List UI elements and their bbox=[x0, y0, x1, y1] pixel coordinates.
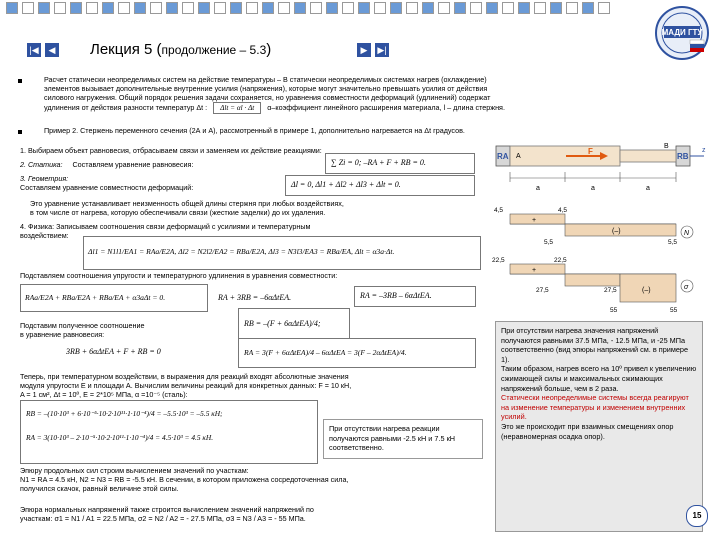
decor-square bbox=[22, 2, 34, 14]
logo bbox=[650, 4, 714, 62]
bullet-line bbox=[44, 102, 704, 114]
bullet-line-text: удлинения от действия разности температур Δt : bbox=[44, 103, 208, 112]
nav-prev-button[interactable] bbox=[45, 43, 59, 57]
sigma-positive-region bbox=[510, 264, 565, 274]
sigma-negative-region-1 bbox=[565, 274, 620, 286]
decor-square bbox=[486, 2, 498, 14]
n-symbol: N bbox=[684, 230, 690, 237]
step-2-text: Составляем уравнение равновесия: bbox=[72, 160, 194, 169]
decor-square bbox=[214, 2, 226, 14]
n-minus-sign: (–) bbox=[612, 228, 621, 235]
lt-formula bbox=[213, 102, 261, 114]
decor-square bbox=[454, 2, 466, 14]
subst2-line: Подставим полученное соотношение bbox=[20, 321, 145, 330]
epure-line: получился скачок, равный величине этой силы. bbox=[20, 484, 179, 493]
physics-line: 4. Физика: Записываем соотношения связи деформаций с усилиями и температурным bbox=[20, 222, 311, 231]
dim-label: a bbox=[646, 185, 650, 192]
physics-formulas bbox=[83, 236, 481, 270]
title-sub: продолжение – 5.3 bbox=[161, 43, 267, 57]
bullet-text-1 bbox=[44, 75, 704, 114]
decor-square bbox=[406, 2, 418, 14]
eq1-formula-text: RAa/E2A + RBa/E2A + RBa/EA + α3aΔt = 0. bbox=[25, 293, 166, 302]
decor-square bbox=[118, 2, 130, 14]
info-paragraph: Это же происходит при взаимных смещениях опор (неравномерная осадка опор). bbox=[501, 421, 674, 441]
decor-square bbox=[502, 2, 514, 14]
decor-square bbox=[470, 2, 482, 14]
step-3 bbox=[20, 174, 193, 192]
force-label: F bbox=[588, 147, 593, 156]
decor-square bbox=[38, 2, 50, 14]
rb-numeric-text: RB = –(10·10³ + 6·10⁻⁵·10·2·10¹¹·1·10⁻⁴)/4 = –5.5·10³ = –5.5 кН; bbox=[26, 409, 223, 418]
bullet-line: Расчет статически неопределимых систем на действие температуры – В статически неопределимых системах нагрев (охлаждение) bbox=[44, 75, 487, 84]
bullet-marker bbox=[18, 79, 22, 83]
decor-square bbox=[70, 2, 82, 14]
sigma-minus-sign: (–) bbox=[642, 287, 651, 294]
ra-label: RA bbox=[497, 152, 509, 161]
n-value: 4,5 bbox=[494, 207, 504, 214]
decor-square bbox=[374, 2, 386, 14]
decor-square bbox=[358, 2, 370, 14]
lt-formula-text: Δlt = αl · Δt bbox=[220, 104, 255, 112]
n-value: 5,5 bbox=[668, 239, 678, 246]
n-value: 4,5 bbox=[558, 207, 568, 214]
page-title bbox=[90, 41, 271, 59]
bullet-line-text: α–коэффициент линейного расширения материала, l – длина стержня. bbox=[267, 103, 505, 112]
decor-square bbox=[182, 2, 194, 14]
bullet-text-2 bbox=[44, 126, 704, 135]
decor-square bbox=[422, 2, 434, 14]
sigma-value: 27,5 bbox=[536, 287, 549, 294]
info-paragraph: При отсутствии нагрева значения напряжений получаются равными 37.5 МПа, - 12.5 МПа, и -25 МПа соответственно (вид эпюры напряжений см. в примере 1). bbox=[501, 326, 689, 364]
eq1-formula bbox=[20, 284, 208, 312]
ra-formula bbox=[238, 338, 476, 368]
sigma-value: 55 bbox=[670, 307, 678, 314]
bullet-line: Пример 2. Стержень переменного сечения (2А и А), рассмотренный в примере 1, дополнительно нагревается на Δt градусов. bbox=[44, 126, 465, 135]
decor-square bbox=[54, 2, 66, 14]
step-3-text: Составляем уравнение совместности деформаций: bbox=[20, 183, 194, 192]
decor-square bbox=[582, 2, 594, 14]
ra-formula-text: RA = 3(F + 6αΔtEA)/4 – 6αΔtEA = 3(F – 2αΔtEA)/4. bbox=[244, 348, 407, 357]
stress-line: Эпюра нормальных напряжений также строится вычислением значений напряжений по bbox=[20, 505, 314, 514]
diagram-svg bbox=[492, 140, 712, 320]
info-paragraph: Таким образом, нагрев всего на 10º привел к увеличению сжимающей силы и максимальных сжимающих напряжений больше, чем в 2 раза. bbox=[501, 364, 697, 393]
subst-text: Подставляем соотношения упругости и температурного удлинения в уравнения совместности: bbox=[20, 271, 338, 280]
decor-square bbox=[230, 2, 242, 14]
rb-formula-text: RB = –(F + 6αΔtEA)/4; bbox=[244, 319, 321, 328]
decor-square bbox=[518, 2, 530, 14]
step-1: 1. Выбираем объект равновесия, отбрасываем связи и заменяем их действие реакциями: bbox=[20, 146, 322, 155]
step-2-label: 2. Статика: bbox=[20, 160, 63, 169]
nav-last-button[interactable] bbox=[375, 43, 389, 57]
decor-square bbox=[150, 2, 162, 14]
ra-numeric-text: RA = 3(10·10³ – 2·10⁻⁵·10·2·10¹¹·1·10⁻⁴)/4 = 4.5·10³ = 4.5 кН. bbox=[26, 433, 214, 442]
info-paragraph-highlight: Статически неопределимые системы всегда реагируют на изменение температуры и изменением внутренних усилий. bbox=[501, 393, 689, 422]
epure-line: Эпюру продольных сил строим вычислением значений по участкам: bbox=[20, 466, 249, 475]
bar-narrow-section bbox=[620, 150, 676, 162]
decor-square bbox=[102, 2, 114, 14]
eq1b-formula: RA + 3RB = –6αΔtEA. bbox=[218, 293, 292, 302]
nav-first-label: |◀ bbox=[29, 45, 39, 55]
info-box bbox=[495, 321, 703, 532]
decor-square bbox=[310, 2, 322, 14]
dim-label: a bbox=[536, 185, 540, 192]
stress-text bbox=[20, 505, 490, 523]
decor-square bbox=[550, 2, 562, 14]
epure-text bbox=[20, 466, 490, 493]
decor-square bbox=[566, 2, 578, 14]
decor-square bbox=[6, 2, 18, 14]
rb-formula bbox=[238, 308, 350, 340]
compat-formula-text: Δl = 0, Δl1 + Δl2 + Δl3 + Δlt = 0. bbox=[291, 180, 401, 189]
decor-square bbox=[326, 2, 338, 14]
sigma-plus-sign: + bbox=[532, 267, 537, 274]
page-number: 15 bbox=[686, 505, 708, 527]
eq1c-formula bbox=[354, 286, 476, 307]
sigma-value: 27,5 bbox=[604, 287, 617, 294]
rb-label: RB bbox=[677, 152, 689, 161]
geometry-note-line: Это уравнение устанавливает неизменность общей длины стержня при любых воздействиях, bbox=[30, 199, 344, 208]
title-main: Лекция 5 ( bbox=[90, 41, 162, 58]
physics-formulas-text: Δl1 = N1l1/EA1 = RAa/E2A, Δl2 = N2l2/EA2 = RBa/E2A, Δl3 = N3l3/EA3 = RBa/EA, Δlt = α3a·Δt. bbox=[88, 247, 395, 256]
decor-square bbox=[246, 2, 258, 14]
point-b-label: B bbox=[664, 143, 669, 150]
sigma-value: 22,5 bbox=[492, 257, 505, 264]
nav-first-button[interactable] bbox=[27, 43, 41, 57]
numeric-formulas bbox=[20, 400, 318, 464]
decor-square bbox=[86, 2, 98, 14]
decor-square bbox=[534, 2, 546, 14]
eq2-formula: 3RB + 6αΔtEA + F + RB = 0 bbox=[66, 347, 161, 356]
decor-square bbox=[262, 2, 274, 14]
logo-text: МАДИ ГТУ bbox=[661, 28, 703, 37]
n-value: 5,5 bbox=[544, 239, 554, 246]
subst2-text bbox=[20, 321, 144, 339]
n-positive-region bbox=[510, 214, 565, 224]
eq1c-formula-text: RA = –3RB – 6αΔtEA. bbox=[360, 291, 432, 300]
geometry-note-line: в том числе от нагрева, которую обеспечивали связи (жесткие заделки) до их удаления. bbox=[30, 208, 326, 217]
top-squares bbox=[0, 0, 620, 14]
compat-formula bbox=[285, 175, 475, 196]
nav-next-button[interactable] bbox=[357, 43, 371, 57]
decor-square bbox=[294, 2, 306, 14]
numeric-line: модуля упругости E и площади A. Вычислим величины реакций для конкретных данных: F = 10 кН, bbox=[20, 381, 352, 390]
nav-last-label: ▶| bbox=[377, 45, 387, 55]
small-note-text: При отсутствии нагрева реакции получаются равными -2.5 кН и 7.5 кН соответственно. bbox=[329, 424, 456, 453]
numeric-line: A = 1 см², Δt = 10º, E = 2*10⁵ МПа, α =10⁻⁵ (сталь): bbox=[20, 390, 188, 399]
bullet-line: элементов вызывает дополнительные внутренние усилия (напряжения), которые могут значительно превышать усилия от действия bbox=[44, 84, 488, 93]
decor-square bbox=[278, 2, 290, 14]
equilibrium-formula-text: ∑ Zi = 0; –RA + F + RB = 0. bbox=[331, 158, 426, 167]
decor-square bbox=[166, 2, 178, 14]
sigma-value: 55 bbox=[610, 307, 618, 314]
stress-line: участкам: σ1 = N1 / A1 = 22.5 МПа, σ2 = N2 / A2 = - 27.5 МПа, σ3 = N3 / A3 = - 55 МПа. bbox=[20, 514, 306, 523]
small-note bbox=[323, 419, 483, 459]
subst2-line: в уравнение равновесия: bbox=[20, 330, 105, 339]
bullet-line: силового нагружения. Общий порядок решения задачи сохраняется, но уравнения совместности деформаций (удлинений) содержат bbox=[44, 93, 491, 102]
step-2 bbox=[20, 160, 193, 169]
step-3-label: 3. Геометрия: bbox=[20, 174, 69, 183]
sigma-value: 22,5 bbox=[554, 257, 567, 264]
numeric-text bbox=[20, 372, 490, 399]
decor-square bbox=[598, 2, 610, 14]
bullet-marker bbox=[18, 130, 22, 134]
geometry-note bbox=[30, 199, 490, 217]
physics-line: воздействием: bbox=[20, 231, 69, 240]
equilibrium-formula bbox=[325, 153, 475, 174]
numeric-line: Теперь, при температурном воздействии, в выражения для реакций входят абсолютные значения bbox=[20, 372, 349, 381]
nav-prev-label: ◀ bbox=[48, 45, 56, 55]
decor-square bbox=[390, 2, 402, 14]
epure-line: N1 = RA = 4.5 кН, N2 = N3 = RB = -5.5 кН. В сечении, в котором приложена сосредоточенная сила, bbox=[20, 475, 349, 484]
decor-square bbox=[438, 2, 450, 14]
nav-next-label: ▶ bbox=[360, 45, 368, 55]
decor-square bbox=[198, 2, 210, 14]
dim-label: a bbox=[591, 185, 595, 192]
bar-diagram bbox=[492, 140, 712, 320]
z-label: z bbox=[702, 147, 706, 154]
point-a-label: A bbox=[516, 153, 521, 160]
sigma-symbol: σ bbox=[684, 284, 689, 291]
n-plus-sign: + bbox=[532, 217, 537, 224]
decor-square bbox=[342, 2, 354, 14]
decor-square bbox=[134, 2, 146, 14]
title-end: ) bbox=[266, 41, 272, 58]
